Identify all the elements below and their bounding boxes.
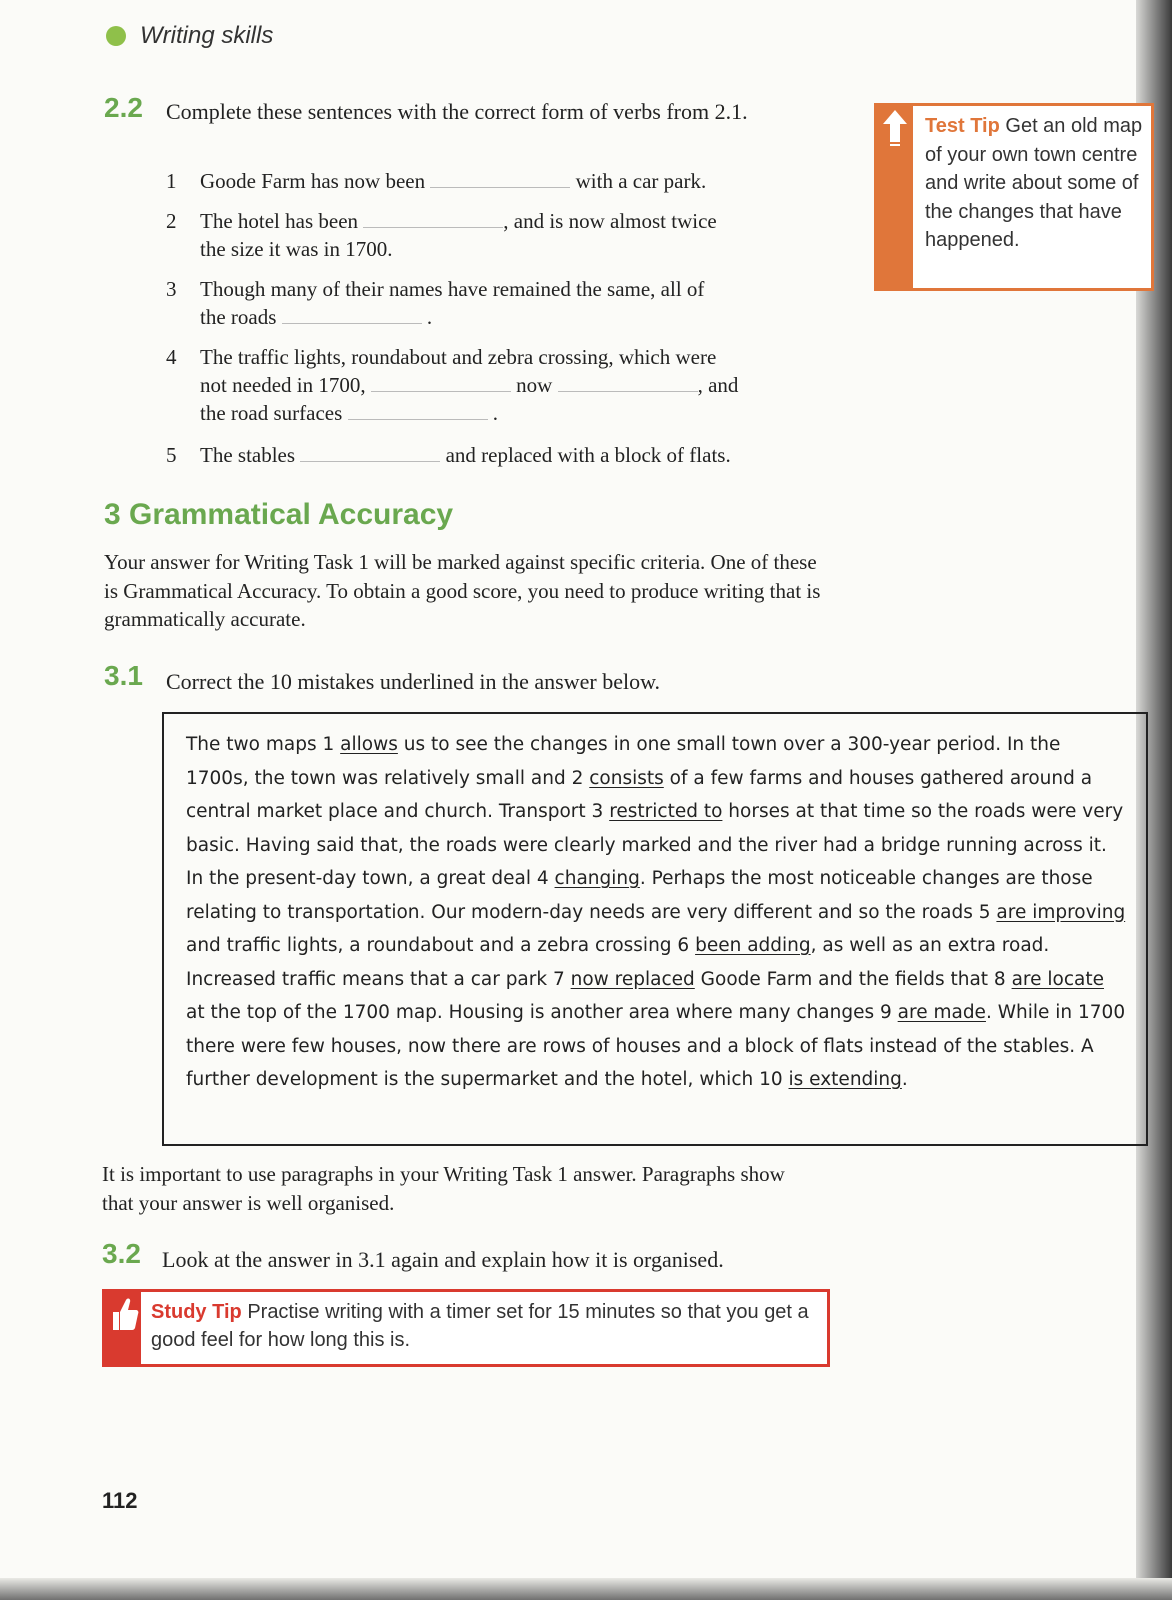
underlined-mistake: are made (897, 1002, 986, 1023)
study-tip-box (102, 1289, 830, 1367)
exercise-number-2-2: 2.2 (104, 92, 143, 123)
section-intro: Your answer for Writing Task 1 will be marked against specific criteria. One of these is Grammatical Accuracy. To obtain a good score, you need to produce writing that is grammatically accurate. (104, 550, 821, 631)
answer-blank[interactable] (363, 207, 503, 228)
underlined-mistake: restricted to (609, 801, 723, 822)
page-number: 112 (102, 1488, 138, 1513)
underlined-mistake: are improving (996, 901, 1126, 923)
scan-bottom-edge (0, 1578, 1172, 1600)
sentence-5: 5 The stables and replaced with a block of flats. (166, 443, 731, 467)
sentence-1: 1 Goode Farm has now been with a car park. (166, 169, 707, 193)
test-tip-box (874, 103, 1154, 291)
sentence-3: 3 Though many of their names have remained the same, all of the roads . (166, 277, 705, 329)
exercise-2-2-question: Complete these sentences with the correct form of verbs from 2.1. (166, 99, 748, 124)
answer-blank[interactable] (282, 303, 422, 324)
underlined-mistake: now replaced (570, 968, 695, 990)
underlined-mistake: changing (554, 868, 640, 889)
answer-blank[interactable] (371, 371, 511, 392)
test-tip-text: Get an old map of your own town centre and write about some of the changes that have happened. (925, 115, 1143, 251)
underlined-mistake: allows (340, 734, 398, 755)
section-header: Writing skills (140, 22, 274, 49)
sentence-4: 4 The traffic lights, roundabout and zebra crossing, which were not needed in 1700, now , and the road surfaces . (166, 345, 739, 425)
underlined-mistake: are locate (1011, 968, 1104, 990)
study-tip-heading: Study Tip (151, 1301, 242, 1323)
arrow-up-icon (877, 106, 913, 166)
answer-blank[interactable] (300, 441, 440, 462)
answer-blank[interactable] (558, 371, 698, 392)
exercise-3-2-question: Look at the answer in 3.1 again and explain how it is organised. (162, 1247, 724, 1272)
underlined-mistake: been adding (695, 935, 811, 956)
exercise-number-3-2: 3.2 (102, 1238, 141, 1269)
exercise-3-1-question: Correct the 10 mistakes underlined in the answer below. (166, 669, 661, 694)
thumbs-up-icon (105, 1292, 141, 1336)
handwritten-answer-box (162, 712, 1148, 1146)
underlined-mistake: consists (589, 767, 664, 789)
underlined-mistake: is extending (788, 1069, 902, 1090)
test-tip-heading: Test Tip (925, 115, 1000, 137)
answer-blank[interactable] (430, 167, 570, 188)
sentence-2: 2 The hotel has been , and is now almost twice the size it was in 1700. (166, 209, 717, 261)
answer-paragraph-1: The two maps 1 allows us to see the changes in one small town over a 300-year period. In the 1700s, the town was relatively small and 2 consists of a few farms and houses gathered around a central market place and church. Transport 3 restricted to horses at that time so the roads were very basic. Having said that, the roads were clearly marked and the river had a bridge running across it. (186, 734, 1124, 856)
answer-blank[interactable] (348, 399, 488, 420)
study-tip-text: Practise writing with a timer set for 15 minutes so that you get a good feel for how long this is. (151, 1301, 809, 1351)
answer-paragraph-2: In the present-day town, a great deal 4 changing. Perhaps the most noticeable changes are those relating to transportation. Our modern-day needs are very different and so the roads 5 are improving and traffic lights, a roundabout and a zebra crossing 6 been adding, as well as an extra road. Increased traffic means that a car park 7 now replaced Goode Farm and the fields that 8 are locate at the top of the 1700 map. Housing is another area where many changes 9 are made. While in 1700 there were few houses, now there are rows of houses and a block of flats instead of the stables. A further development is the supermarket and the hotel, which 10 is extending. (186, 868, 1126, 1090)
section-title: 3 Grammatical Accuracy (104, 498, 454, 531)
bullet-dot-icon (106, 26, 126, 46)
exercise-number-3-1: 3.1 (104, 660, 143, 691)
paragraph-note: It is important to use paragraphs in your Writing Task 1 answer. Paragraphs show that your answer is well organised. (102, 1162, 785, 1215)
